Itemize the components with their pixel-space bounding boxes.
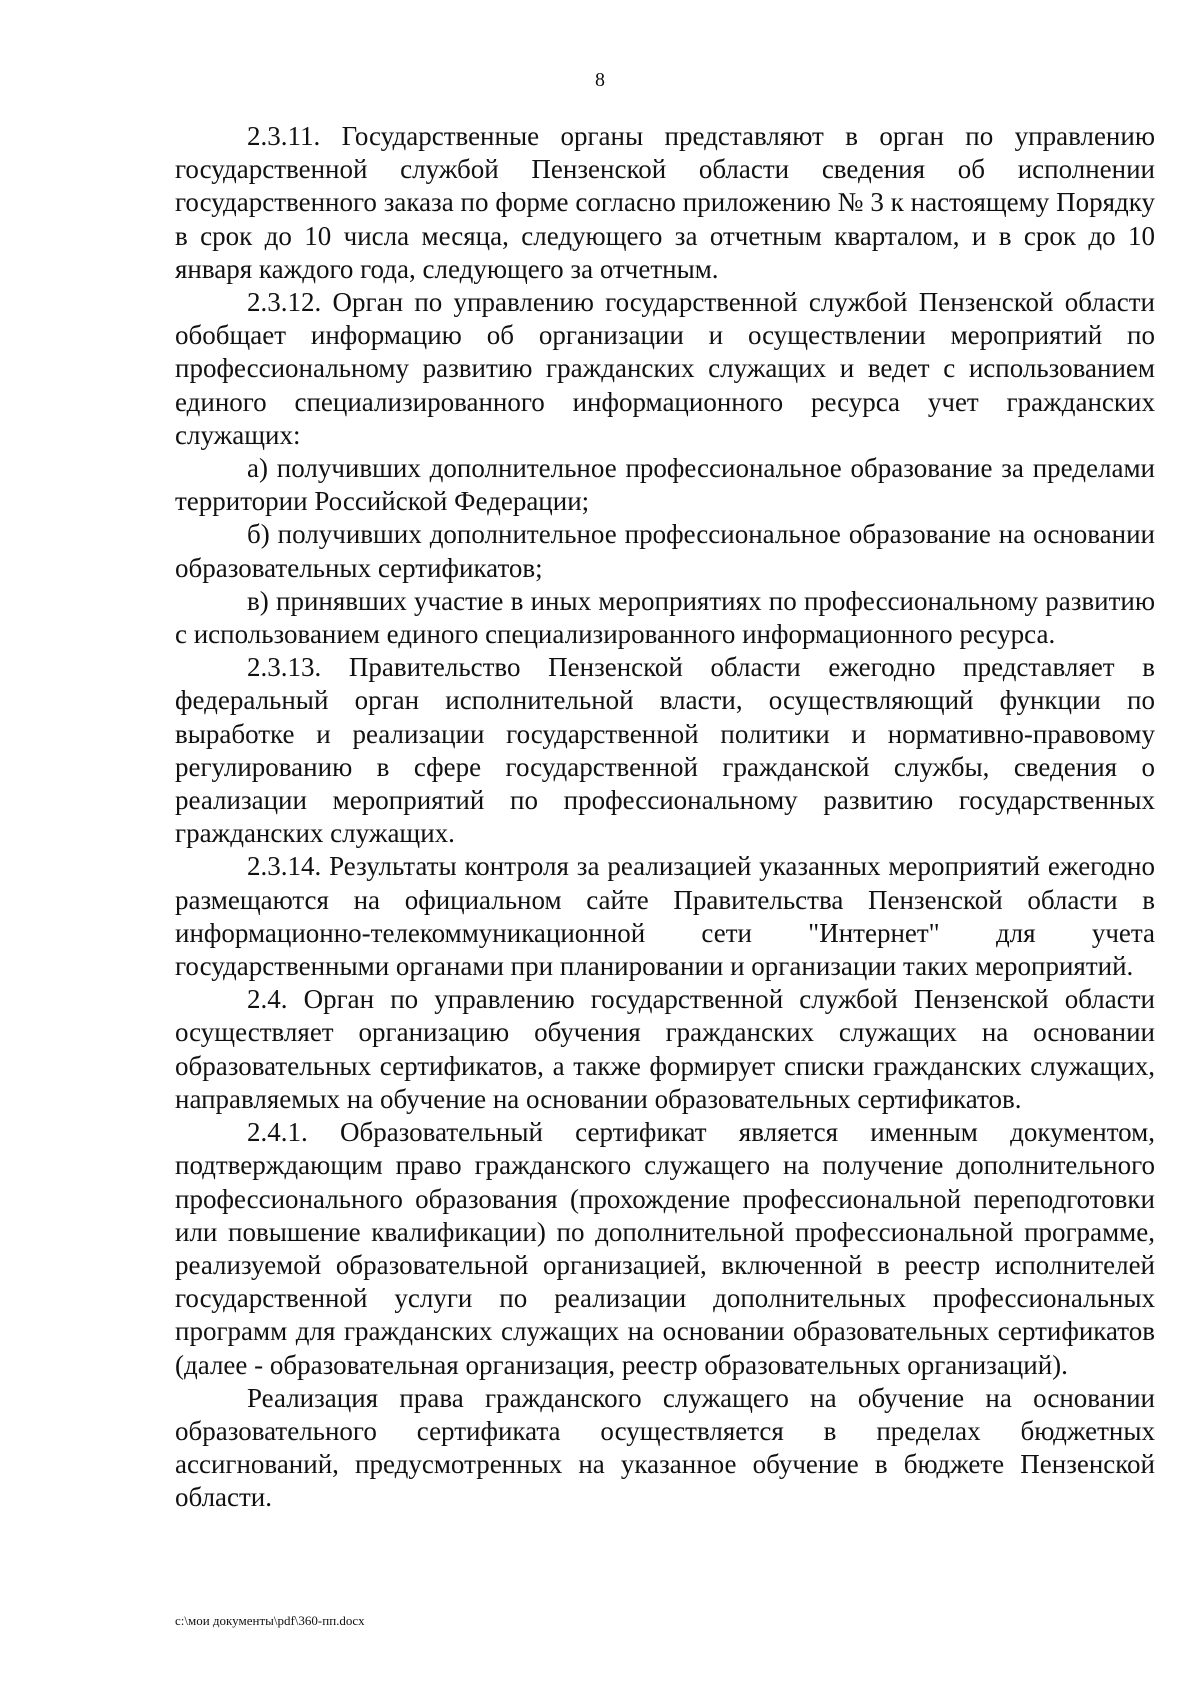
paragraph-2-3-12: 2.3.12. Орган по управлению государственной службой Пензенской области обобщает информацию об организации и осуществлении мероприятий по профессиональному развитию гражданских служащих и ведет с использованием единого специализированного информационного ресурса учет гражданских служащих: [175,287,1155,450]
page-number: 8 [595,69,605,91]
document-body [175,120,1155,1515]
paragraph-realization: Реализация права гражданского служащего на обучение на основании образовательного сертификата осуществляется в пределах бюджетных ассигнований, предусмотренных на указанное обучение в бюджете Пензенской области. [175,1382,1155,1513]
footer-file-path: c:\мои документы\pdf\360-пп.docx [175,1613,365,1628]
paragraph-2-3-13: 2.3.13. Правительство Пензенской области ежегодно представляет в федеральный орган исполнительной власти, осуществляющий функции по выработке и реализации государственной политики и нормативно-правовому регулированию в сфере государственной гражданской службы, сведения о реализации мероприятий по профессиональному развитию государственных гражданских служащих. [175,652,1155,849]
list-item-v: в) принявших участие в иных мероприятиях по профессиональному развитию с использованием единого специализированного информационного ресурса. [175,585,1155,650]
paragraph-2-3-11: 2.3.11. Государственные органы представляют в орган по управлению государственной службой Пензенской области сведения об исполнении государственного заказа по форме согласно приложению № 3 к настоящему Порядку в срок до 10 числа месяца, следующего за отчетным кварталом, и в срок до 10 января каждого года, следующего за отчетным. [175,121,1155,284]
list-item-a: а) получивших дополнительное профессиональное образование за пределами территории Российской Федерации; [175,453,1155,517]
paragraph-2-4: 2.4. Орган по управлению государственной службой Пензенской области осуществляет организацию обучения гражданских служащих на основании образовательных сертификатов, а также формирует списки гражданских служащих, направляемых на обучение на основании образовательных сертификатов. [175,984,1155,1114]
list-item-b: б) получивших дополнительное профессиональное образование на основании образовательных сертификатов; [175,519,1155,583]
paragraph-2-3-14: 2.3.14. Результаты контроля за реализацией указанных мероприятий ежегодно размещаются на официальном сайте Правительства Пензенской области в информационно-телекоммуникационной сети "Интернет" для учета государственными органами при планировании и организации таких мероприятий. [175,851,1155,982]
paragraph-2-4-1: 2.4.1. Образовательный сертификат является именным документом, подтверждающим право гражданского служащего на получение дополнительного профессионального образования (прохождение профессиональной переподготовки или повышение квалификации) по дополнительной профессиональной программе, реализуемой образовательной организацией, включенной в реестр исполнителей государственной услуги по реализации дополнительных профессиональных программ для гражданских служащих на основании образовательных сертификатов (далее - образовательная организация, реестр образовательных организаций). [175,1117,1155,1380]
